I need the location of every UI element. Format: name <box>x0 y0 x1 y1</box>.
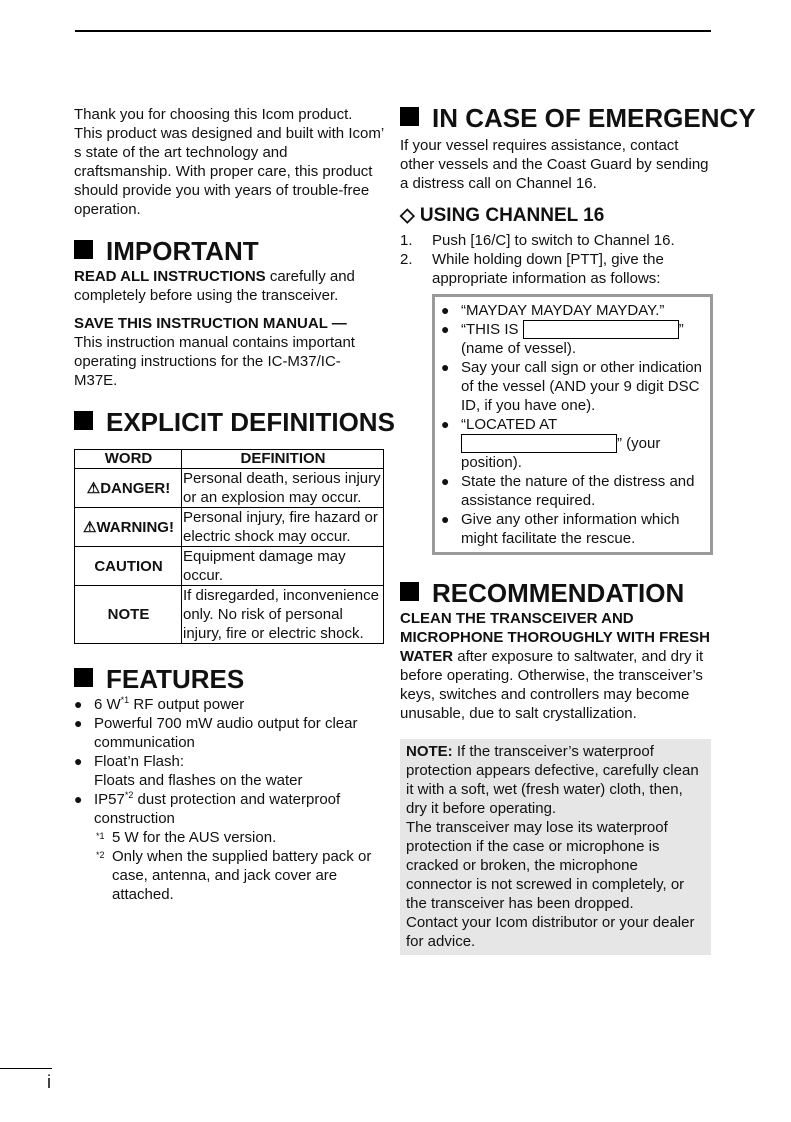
caution-word: CAUTION <box>75 547 182 586</box>
table-header-row <box>75 450 384 469</box>
intro-paragraph: Thank you for choosing this Icom product. This product was designed and built with Icom’ s state of the art technology and craftsmanship. With proper care, this product should provide you with years of trouble-free operation. <box>74 106 384 218</box>
square-bullet-icon <box>74 240 93 259</box>
warning-definition: Personal injury, fire hazard or electric shock may occur. <box>182 508 384 547</box>
header-rule <box>75 30 711 32</box>
features-list <box>74 695 384 828</box>
word-column-header: WORD <box>75 450 182 469</box>
table-row <box>75 547 384 586</box>
page-number: i <box>47 1072 51 1092</box>
vessel-name-blank <box>523 320 679 339</box>
steps-list <box>400 231 711 288</box>
emergency-paragraph: If your vessel requires assistance, contact other vessels and the Coast Guard by sending a distress call on Channel 16. <box>400 137 709 192</box>
definition-column-header: DEFINITION <box>182 450 384 469</box>
emergency-heading: IN CASE OF EMERGENCY <box>400 103 711 133</box>
square-bullet-icon <box>74 411 93 430</box>
channel-16-heading: ◇ USING CHANNEL 16 <box>400 205 605 226</box>
list-item: ● Say your call sign or other indication of the vessel (AND your 9 digit DSC ID, if you have one). <box>441 358 710 415</box>
left-column <box>74 105 395 904</box>
list-item: ● “THIS IS ” (name of vessel). <box>441 320 710 358</box>
list-item: ● Float’n Flash: Floats and flashes on the water <box>74 752 384 790</box>
note-paragraph-3: Contact your Icom distributor or your dealer for advice. <box>406 914 695 950</box>
list-item: ● “LOCATED AT ” (your position). <box>441 415 710 472</box>
warning-word: ⚠WARNING! <box>75 508 182 547</box>
note-paragraph-1: NOTE: If the transceiver’s waterproof protection appears defective, carefully clean it with a soft, wet (fresh water) cloth, then, dry it before operating. <box>406 743 699 817</box>
danger-definition: Personal death, serious injury or an explosion may occur. <box>182 469 384 508</box>
caution-definition: Equipment damage may occur. <box>182 547 384 586</box>
recommendation-heading: RECOMMENDATION <box>400 578 711 608</box>
note-definition: If disregarded, inconvenience only. No risk of personal injury, fire or electric shock. <box>182 586 384 644</box>
list-item: ● Powerful 700 mW audio output for clear communication <box>74 714 384 752</box>
position-blank <box>461 434 617 453</box>
list-item: ● IP57$^{*2}$ dust protection and waterproof construction <box>74 790 384 828</box>
footnote-1: *1 5 W for the AUS version. <box>96 829 277 846</box>
square-bullet-icon <box>74 668 93 687</box>
read-instructions-paragraph: READ ALL INSTRUCTIONS carefully and completely before using the transceiver. <box>74 268 355 304</box>
list-item: 2. While holding down [PTT], give the appropriate information as follows: <box>400 251 664 287</box>
recommendation-paragraph: CLEAN THE TRANSCEIVER AND MICROPHONE THOROUGHLY WITH FRESH WATER after exposure to saltwater, and dry it before operating. Otherwise, the transceiver’s keys, switches and controllers may become unusable, due to salt crystallization. <box>400 610 711 722</box>
note-word: NOTE <box>75 586 182 644</box>
note-paragraph-2: The transceiver may lose its waterproof protection if the case or microphone is cracked or broken, the microphone connector is not screwed in completely, or the transceiver has been dropped. <box>406 819 685 912</box>
note-box <box>400 739 711 955</box>
table-row <box>75 586 384 644</box>
list-item: ● Give any other information which might facilitate the rescue. <box>441 510 710 548</box>
list-item: 1. Push [16/C] to switch to Channel 16. <box>400 232 675 249</box>
distress-call-list <box>441 301 710 548</box>
right-column <box>400 103 756 955</box>
save-manual-paragraph: SAVE THIS INSTRUCTION MANUAL — This instruction manual contains important operating instructions for the IC-M37/IC-M37E. <box>74 315 355 389</box>
danger-word: ⚠DANGER! <box>75 469 182 508</box>
square-bullet-icon <box>400 582 419 601</box>
footnote-2: *2 Only when the supplied battery pack or case, antenna, and jack cover are attached. <box>96 848 372 903</box>
important-heading: IMPORTANT <box>74 236 384 266</box>
footer-rule <box>0 1068 52 1069</box>
list-item: ● State the nature of the distress and assistance required. <box>441 472 710 510</box>
list-item: ● “MAYDAY MAYDAY MAYDAY.” <box>441 301 710 320</box>
table-row <box>75 508 384 547</box>
list-item: ● 6 $W^{*1}$ RF output power <box>74 695 384 714</box>
square-bullet-icon <box>400 107 419 126</box>
definitions-table <box>74 449 384 644</box>
table-row <box>75 469 384 508</box>
definitions-heading: EXPLICIT DEFINITIONS <box>74 407 384 437</box>
features-heading: FEATURES <box>74 664 384 694</box>
distress-call-box <box>432 294 713 555</box>
